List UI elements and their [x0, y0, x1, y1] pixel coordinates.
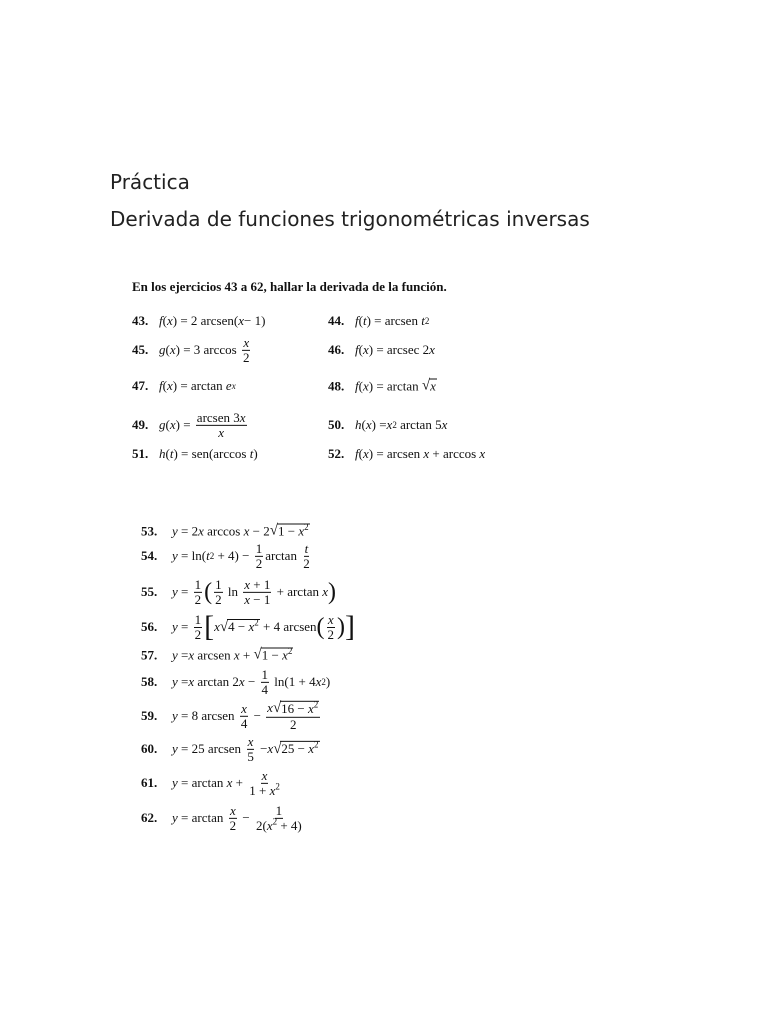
- exercise-54: [141, 542, 313, 570]
- exercise-expression: f ( x ) = arctan √ x: [355, 377, 436, 394]
- exercise-51: [132, 446, 258, 462]
- exercise-46: [328, 342, 435, 358]
- exercise-59: [141, 701, 322, 731]
- exercise-number: 59.: [141, 707, 158, 723]
- exercise-expression: y = 1 2 [ x √ $4 - x^2$ + 4 arcsen ( x 2 ) ]: [172, 610, 356, 643]
- exercise-expression: g ( x ) = arcsen 3x x: [159, 409, 246, 440]
- exercise-47: [132, 378, 236, 394]
- exercise-number: 54.: [141, 548, 158, 563]
- exercise-52: [328, 446, 485, 462]
- exercise-number: 50.: [328, 417, 345, 432]
- exercise-49: [132, 411, 249, 439]
- exercise-58: [141, 668, 330, 696]
- exercise-number: 45.: [132, 342, 149, 357]
- exercise-number: 55.: [141, 584, 158, 599]
- exercise-number: 52.: [328, 446, 345, 461]
- exercise-expression: f ( t ) = arcsen t 2: [355, 313, 430, 328]
- exercise-expression: y = 25 arcsen x 5 − x √ $25 - x^2$: [172, 733, 319, 764]
- exercise-number: 47.: [132, 378, 149, 393]
- exercise-number: 51.: [132, 446, 149, 461]
- exercise-expression: y = ln( t 2 + 4) − 1 2 arctan t 2: [172, 540, 310, 571]
- exercise-expression: y = arctan x 2 − 1 $2(x^2 + 4)$: [172, 802, 302, 833]
- exercise-expression: f ( x ) = arctan e x: [159, 378, 236, 393]
- exercise-expression: y = 2 x arccos x − 2 √ $1 - x^2$: [172, 522, 309, 539]
- page-title: Práctica: [110, 170, 190, 194]
- exercise-number: 56.: [141, 619, 158, 634]
- exercise-expression: y = x arctan 2 x − 1 4 ln(1 + 4 x 2 ): [172, 666, 331, 697]
- exercise-expression: y = arctan x + x $1 + x^2$: [172, 767, 280, 798]
- exercise-number: 57.: [141, 647, 158, 662]
- exercise-number: 49.: [132, 417, 149, 432]
- page-subtitle: Derivada de funciones trigonométricas inversas: [110, 207, 590, 231]
- exercise-60: [141, 735, 320, 763]
- exercise-number: 43.: [132, 313, 149, 328]
- exercise-instructions: En los ejercicios 43 a 62, hallar la derivada de la función.: [132, 279, 447, 294]
- exercise-44: [328, 313, 429, 329]
- exercise-expression: f ( x ) = arcsec 2 x: [355, 342, 435, 357]
- exercise-45: [132, 336, 252, 364]
- exercise-50: [328, 417, 447, 433]
- exercise-expression: y = 1 2 ( 1 2 ln x + 1 x − 1 + arctan x ): [172, 576, 336, 607]
- exercise-number: 44.: [328, 313, 345, 328]
- exercise-56: [141, 612, 355, 642]
- exercise-expression: g ( x ) = 3 arccos x 2: [159, 334, 250, 365]
- exercise-number: 58.: [141, 674, 158, 689]
- exercise-number: 60.: [141, 741, 158, 756]
- exercise-expression: f ( x ) = arcsen x + arccos x: [355, 446, 486, 461]
- exercise-57: [141, 647, 293, 664]
- exercise-53: [141, 523, 310, 540]
- exercise-number: 53.: [141, 523, 158, 538]
- exercise-expression: h ( t ) = sen(arccos t ): [159, 446, 258, 461]
- exercise-number: 62.: [141, 810, 158, 825]
- exercise-expression: y = 8 arcsen x 4 − x √ $16 - x^2$ 2: [172, 699, 319, 732]
- exercise-55: [141, 578, 336, 606]
- exercise-61: [141, 769, 283, 797]
- exercise-expression: y = x arcsen x + √ $1 - x^2$: [172, 646, 293, 663]
- exercise-expression: h ( x ) = x 2 arctan 5 x: [355, 417, 448, 432]
- exercise-number: 48.: [328, 378, 345, 393]
- exercise-48: [328, 378, 437, 395]
- exercise-number: 46.: [328, 342, 345, 357]
- exercise-43: [132, 313, 265, 329]
- exercise-62: [141, 804, 305, 832]
- exercise-number: 61.: [141, 775, 158, 790]
- exercise-expression: f ( x ) = 2 arcsen( x − 1): [159, 313, 266, 328]
